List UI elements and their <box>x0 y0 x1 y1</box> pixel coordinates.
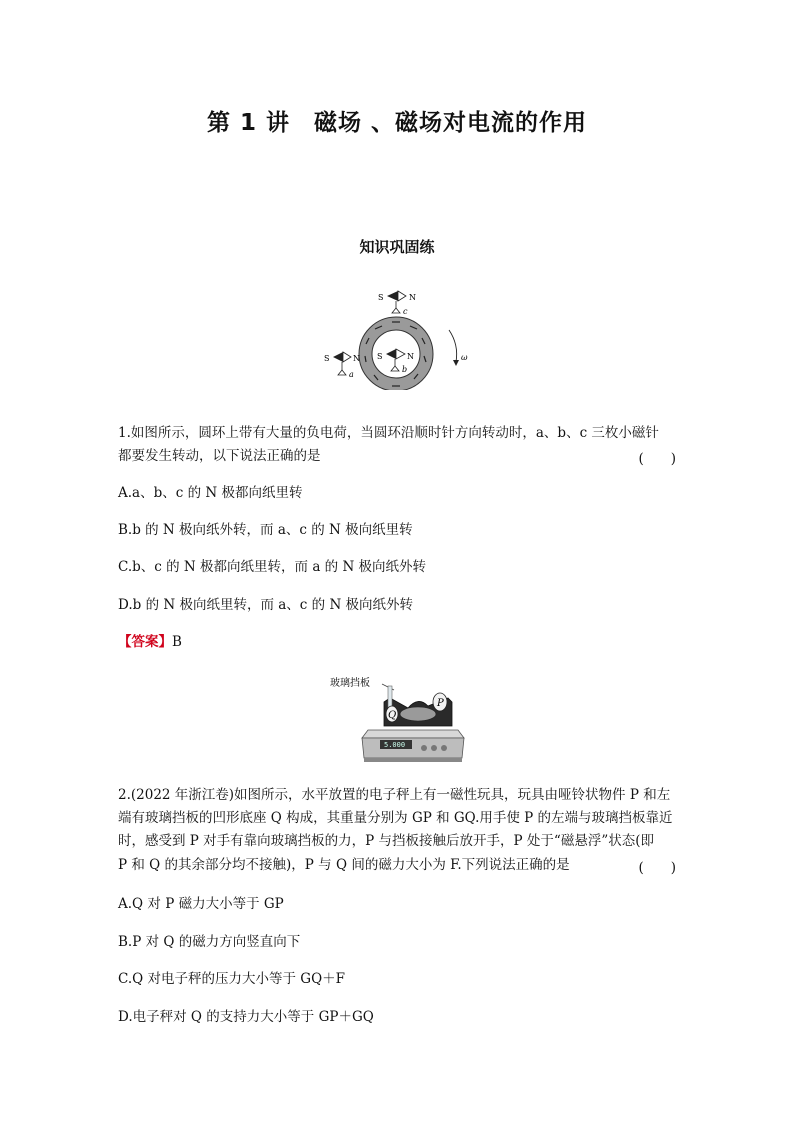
q2-option-d: D.电子秤对 Q 的支持力大小等于 GP＋GQ <box>118 1009 374 1025</box>
figure-ring-compass <box>318 282 478 390</box>
label-n-a: N <box>353 354 360 363</box>
rotation-arrow <box>449 330 457 362</box>
label-n-c: N <box>409 293 416 302</box>
q1-answer-blank: ( ) <box>638 451 676 467</box>
label-b: b <box>402 365 408 374</box>
needle-a-flag <box>333 352 343 362</box>
q1-stem-line1: 1.如图所示，圆环上带有大量的负电荷，当圆环沿顺时针方向转动时，a、b、c 三枚小磁针 <box>118 425 659 441</box>
label-q: Q <box>388 710 397 721</box>
figure-electronic-scale <box>328 668 468 764</box>
section-title: 知识巩固练 <box>359 238 435 256</box>
q2-stem-line4: P 和 Q 的其余部分均不接触)，P 与 Q 间的磁力大小为 F.下列说法正确的是 <box>118 857 570 873</box>
q1-option-d: D.b 的 N 极向纸里转，而 a、c 的 N 极向纸外转 <box>118 597 414 613</box>
q2-option-c: C.Q 对电子秤的压力大小等于 GQ＋F <box>118 971 346 987</box>
label-p: P <box>437 698 444 709</box>
label-s-a: S <box>324 354 330 363</box>
q2-answer-blank: ( ) <box>638 860 676 876</box>
q2-option-b: B.P 对 Q 的磁力方向竖直向下 <box>118 934 301 950</box>
scale-front <box>362 738 464 758</box>
arrow-head <box>453 360 459 366</box>
label-n-b: N <box>407 352 414 361</box>
q1-option-c: C.b、c 的 N 极都向纸里转，而 a 的 N 极向纸外转 <box>118 559 427 575</box>
label-s-b: S <box>377 352 383 361</box>
q1-option-a: A.a、b、c 的 N 极都向纸里转 <box>118 485 303 501</box>
needle-c-flag <box>387 291 398 301</box>
label-a: a <box>349 370 354 379</box>
q2-stem-line1: 2.(2022 年浙江卷)如图所示，水平放置的电子秤上有一磁性玩具，玩具由哑铃状物件 P 和左 <box>118 787 671 803</box>
answer-value: B <box>172 634 182 650</box>
label-s-c: S <box>378 293 384 302</box>
q1-stem-line2: 都要发生转动，以下说法正确的是 <box>118 448 321 464</box>
q1-option-b: B.b 的 N 极向纸外转，而 a、c 的 N 极向纸里转 <box>118 522 413 538</box>
label-omega: ω <box>461 353 468 362</box>
q2-option-a: A.Q 对 P 磁力大小等于 GP <box>118 896 284 912</box>
label-glass-plate: 玻璃挡板 <box>330 678 370 689</box>
answer-tag: 【答案】 <box>118 634 172 650</box>
page-title: 第 1 讲 磁场 、磁场对电流的作用 <box>206 110 588 136</box>
svg-text:5.000: 5.000 <box>384 741 406 749</box>
q2-stem-line3: 时，感受到 P 对手有靠向玻璃挡板的力，P 与挡板接触后放开手，P 处于“磁悬浮”状态(即 <box>118 833 654 849</box>
q2-stem-line2: 端有玻璃挡板的凹形底座 Q 构成，其重量分别为 GP 和 GQ.用手使 P 的左端与玻璃挡板靠近 <box>118 810 673 826</box>
q1-answer <box>118 633 678 651</box>
scale-top <box>362 730 464 738</box>
label-c: c <box>403 307 408 316</box>
